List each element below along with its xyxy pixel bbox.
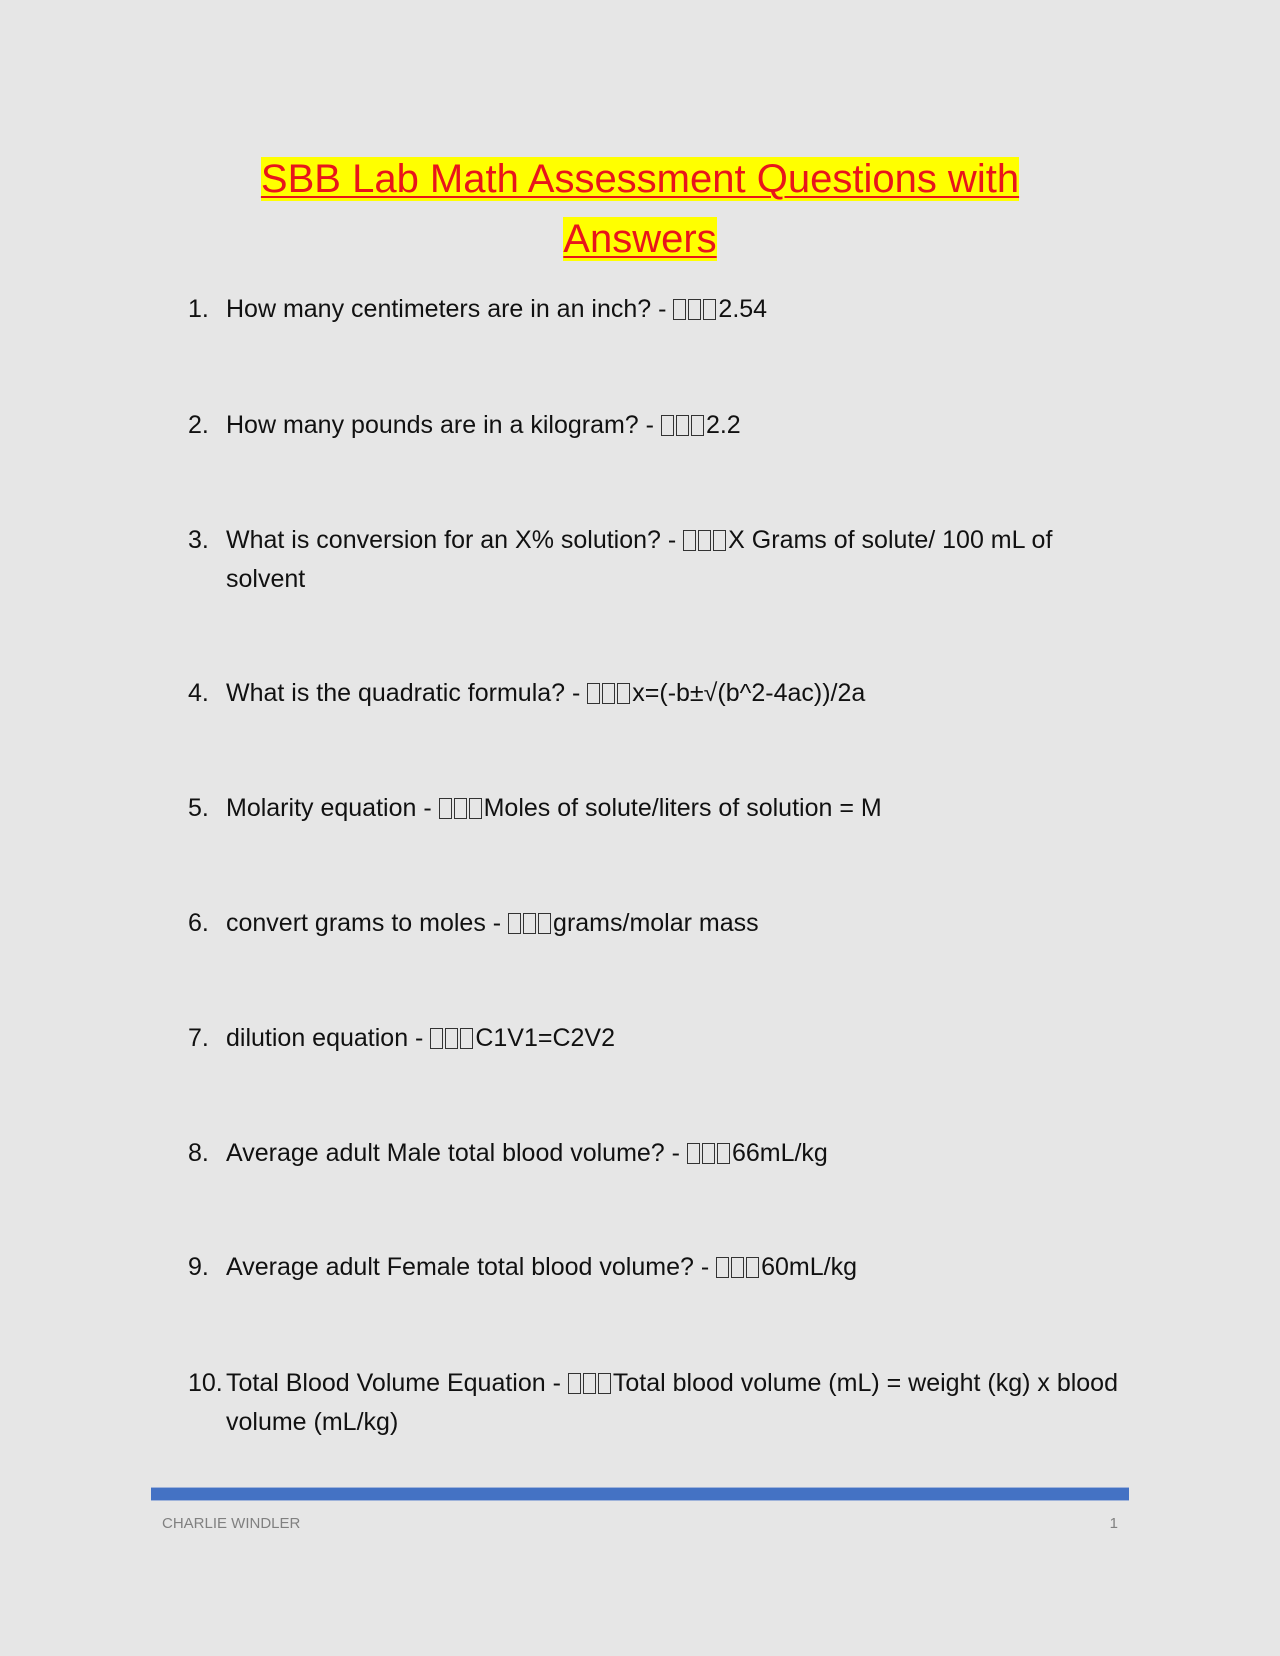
missing-glyph-icon [731,1257,744,1278]
item-text [226,290,1123,329]
answer-text: Total blood volume (mL) = weight (kg) x blood volume (mL/kg) [226,1369,1118,1436]
footer-divider-bar [151,1487,1129,1501]
question-text: Total Blood Volume Equation - [226,1369,561,1397]
item-text [226,789,1123,828]
missing-glyph-icon [702,1143,715,1164]
item-text [226,1248,1123,1287]
missing-glyph-icon [713,530,726,551]
missing-glyph-icon [688,299,701,320]
list-item [188,1364,1123,1442]
question-text: Average adult Male total blood volume? - [226,1139,680,1167]
missing-glyph-icon [698,530,711,551]
missing-glyph-icon [583,1373,596,1394]
item-number: 4. [188,679,209,707]
question-text: Average adult Female total blood volume? - [226,1253,710,1281]
question-text: How many centimeters are in an inch? - [226,295,667,323]
missing-glyph-icon [676,415,689,436]
answer-text: 66mL/kg [731,1139,828,1167]
missing-glyph-icon [460,1028,473,1049]
missing-glyph-icon [508,913,521,934]
item-text [226,1019,1123,1058]
missing-glyph-icon [538,913,551,934]
missing-glyph-icon [683,530,696,551]
item-text [226,1364,1123,1442]
item-number: 7. [188,1024,209,1052]
item-text [226,674,1123,713]
footer-author: CHARLIE WINDLER [162,1515,301,1532]
item-number: 3. [188,526,209,554]
list-item [188,1248,1123,1287]
missing-glyph-icon [703,299,716,320]
question-text: What is conversion for an X% solution? - [226,526,677,554]
document-title [0,150,1280,208]
missing-glyph-icon [673,299,686,320]
item-number: 10. [188,1369,223,1397]
list-item [188,904,1123,943]
answer-text: X Grams of solute/ 100 mL of solvent [226,526,1053,593]
list-item [188,521,1123,599]
answer-text: C1V1=C2V2 [475,1024,616,1052]
missing-glyph-icon [717,1143,730,1164]
question-text: Molarity equation - [226,794,432,822]
item-text [226,521,1123,599]
title-line-2: Answers [563,217,717,261]
missing-glyph-icon [691,415,704,436]
list-item [188,674,1123,713]
item-number: 1. [188,295,209,323]
item-number: 8. [188,1139,209,1167]
missing-glyph-icon [587,683,600,704]
document-title-line-2 [0,210,1280,268]
page-number: 1 [1109,1515,1118,1532]
missing-glyph-icon [568,1373,581,1394]
question-text: What is the quadratic formula? - [226,679,581,707]
answer-text: 2.2 [705,411,741,439]
missing-glyph-icon [617,683,630,704]
question-text: How many pounds are in a kilogram? - [226,411,654,439]
item-number: 6. [188,909,209,937]
missing-glyph-icon [454,798,467,819]
item-text [226,406,1123,445]
list-item [188,1134,1123,1173]
list-item [188,1019,1123,1058]
missing-glyph-icon [661,415,674,436]
missing-glyph-icon [716,1257,729,1278]
missing-glyph-icon [469,798,482,819]
item-text [226,904,1123,943]
item-text [226,1134,1123,1173]
answer-text: 60mL/kg [761,1253,857,1281]
list-item [188,789,1123,828]
answer-text: grams/molar mass [553,909,759,937]
question-text: dilution equation - [226,1024,424,1052]
missing-glyph-icon [523,913,536,934]
list-item [188,290,1123,329]
missing-glyph-icon [439,798,452,819]
item-number: 2. [188,411,209,439]
item-number: 9. [188,1253,209,1281]
missing-glyph-icon [687,1143,700,1164]
answer-text: 2.54 [718,295,768,323]
title-line-1: SBB Lab Math Assessment Questions with [260,157,1020,201]
item-number: 5. [188,794,209,822]
missing-glyph-icon [598,1373,611,1394]
missing-glyph-icon [746,1257,759,1278]
list-item [188,406,1123,445]
missing-glyph-icon [445,1028,458,1049]
missing-glyph-icon [430,1028,443,1049]
missing-glyph-icon [602,683,615,704]
question-text: convert grams to moles - [226,909,502,937]
answer-text: x=(-b±√(b^2-4ac))/2a [632,679,866,707]
answer-text: Moles of solute/liters of solution = M [483,794,882,822]
